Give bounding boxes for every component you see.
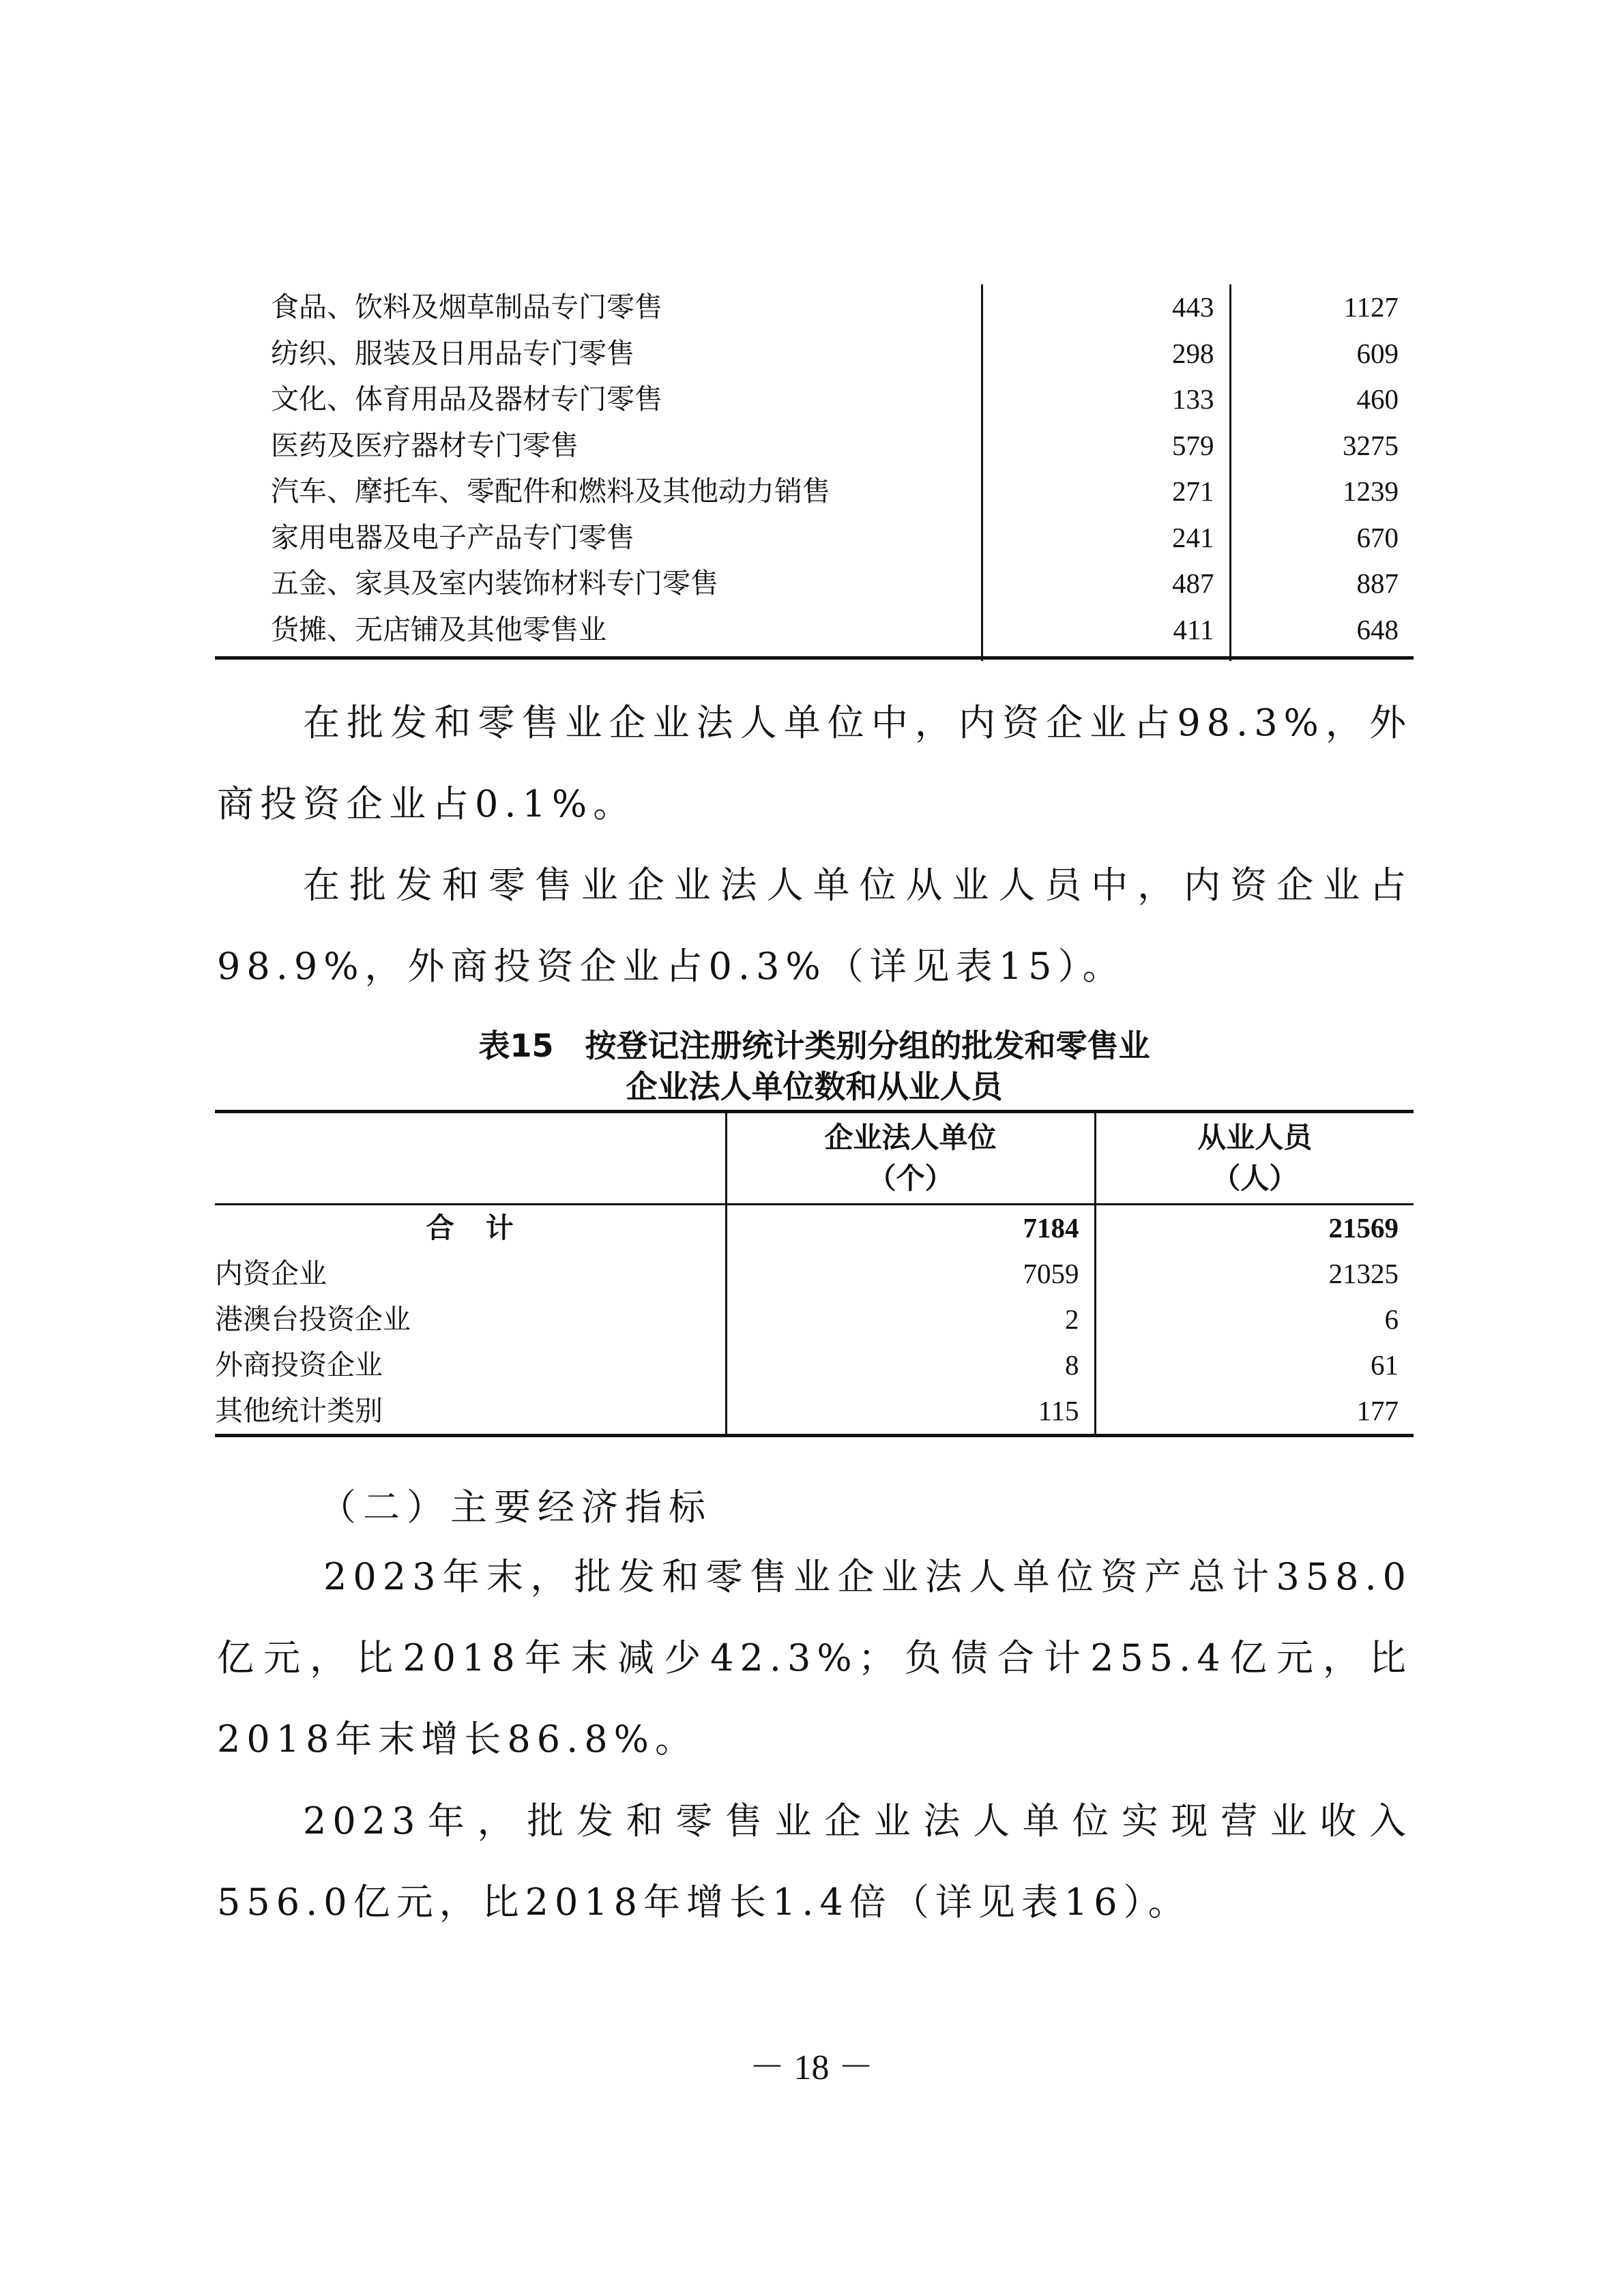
row-label: 家用电器及电子产品专门零售 <box>271 520 634 554</box>
units-count: 411 <box>982 607 1230 662</box>
table-row <box>215 377 1414 423</box>
table-header-row <box>215 1112 1414 1205</box>
header-employees-label: 从业人员 <box>1197 1121 1313 1154</box>
paragraph-assets-liabilities: 2023年末，批发和零售业企业法人单位资产总计358.0亿元，比2018年末减少42.3%；负债合计255.4亿元，比2018年末增长86.8%。 <box>217 1555 1412 1761</box>
header-employees <box>1095 1112 1414 1205</box>
employees-count: 6 <box>1095 1297 1414 1342</box>
row-label: 食品、饮料及烟草制品专门零售 <box>271 291 662 324</box>
total-label: 合计 <box>426 1211 545 1244</box>
total-units: 7184 <box>726 1205 1095 1252</box>
units-count: 7059 <box>726 1251 1095 1297</box>
table-row <box>215 561 1414 607</box>
units-count: 298 <box>982 331 1230 377</box>
table-row <box>215 1342 1414 1388</box>
units-count: 271 <box>982 469 1230 515</box>
header-units-unit: （个） <box>867 1162 954 1195</box>
retail-industry-table <box>215 284 1414 661</box>
employees-count: 177 <box>1095 1388 1414 1436</box>
row-label: 汽车、摩托车、零配件和燃料及其他动力销售 <box>271 475 830 508</box>
section-heading: （二）主要经济指标 <box>319 1486 712 1529</box>
employees-count: 460 <box>1230 377 1414 423</box>
table15-caption-line2: 企业法人单位数和从业人员 <box>626 1068 1003 1105</box>
page-number: － 18 － <box>749 2048 874 2087</box>
units-count: 2 <box>726 1297 1095 1342</box>
table15 <box>215 1110 1414 1437</box>
row-label: 纺织、服装及日用品专门零售 <box>271 336 634 370</box>
employees-count: 887 <box>1230 561 1414 607</box>
employees-count: 670 <box>1230 515 1414 561</box>
units-count: 8 <box>726 1342 1095 1388</box>
table-row <box>215 331 1414 377</box>
row-label: 医药及医疗器材专门零售 <box>271 428 579 462</box>
employees-count: 1239 <box>1230 469 1414 515</box>
paragraph-revenue: 2023年，批发和零售业企业法人单位实现营业收入556.0亿元，比2018年增长1.4倍（详见表16）。 <box>217 1799 1412 1924</box>
paragraph-unit-share: 在批发和零售业企业法人单位中，内资企业占98.3%，外商投资企业占0.1%。 <box>217 701 1412 825</box>
employees-count: 648 <box>1230 607 1414 662</box>
employees-count: 21325 <box>1095 1251 1414 1297</box>
row-label: 五金、家具及室内装饰材料专门零售 <box>271 567 718 600</box>
table-row <box>215 1388 1414 1436</box>
row-label: 内资企业 <box>215 1257 327 1290</box>
total-employees: 21569 <box>1095 1205 1414 1252</box>
header-blank-cell <box>215 1112 726 1205</box>
units-count: 487 <box>982 561 1230 607</box>
units-count: 115 <box>726 1388 1095 1436</box>
row-label: 港澳台投资企业 <box>215 1303 411 1336</box>
table-total-row <box>215 1205 1414 1252</box>
row-label: 货摊、无店铺及其他零售业 <box>271 613 606 646</box>
units-count: 579 <box>982 423 1230 469</box>
units-count: 133 <box>982 377 1230 423</box>
header-units <box>726 1112 1095 1205</box>
table-row <box>215 515 1414 561</box>
units-count: 241 <box>982 515 1230 561</box>
paragraph-employee-share: 在批发和零售业企业法人单位从业人员中，内资企业占98.9%，外商投资企业占0.3%（详见表15）。 <box>217 864 1412 988</box>
employees-count: 609 <box>1230 331 1414 377</box>
table-row <box>215 1251 1414 1297</box>
employees-count: 1127 <box>1230 284 1414 331</box>
row-label: 文化、体育用品及器材专门零售 <box>271 383 662 416</box>
units-count: 443 <box>982 284 1230 331</box>
table-row <box>215 284 1414 331</box>
table-row <box>215 469 1414 515</box>
employees-count: 61 <box>1095 1342 1414 1388</box>
table15-caption-line1: 表15 按登记注册统计类别分组的批发和零售业 <box>478 1027 1150 1064</box>
employees-count: 3275 <box>1230 423 1414 469</box>
row-label: 其他统计类别 <box>215 1394 383 1427</box>
header-units-label: 企业法人单位 <box>824 1121 997 1154</box>
header-employees-unit: （人） <box>1212 1162 1298 1195</box>
row-label: 外商投资企业 <box>215 1349 383 1381</box>
table-row <box>215 423 1414 469</box>
table-bottom-rule <box>215 656 1414 660</box>
table-row <box>215 607 1414 662</box>
table-row <box>215 1297 1414 1342</box>
